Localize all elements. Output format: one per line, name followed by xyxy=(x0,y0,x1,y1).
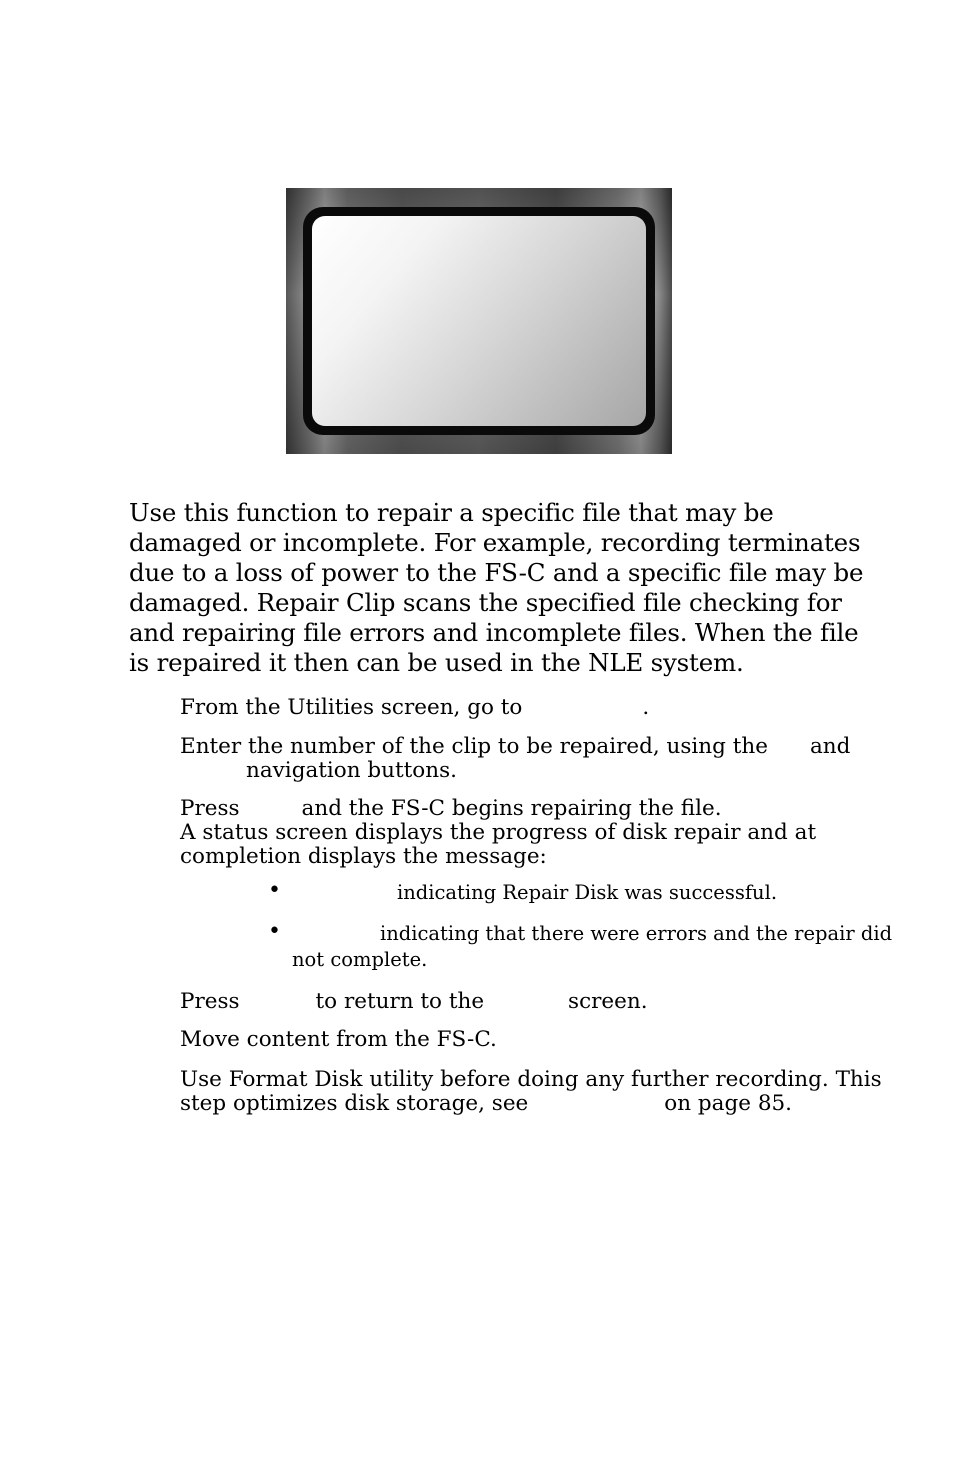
bullet-2-dot: • xyxy=(268,919,281,944)
step-4-end: screen. xyxy=(568,989,648,1014)
step-2-cont: navigation buttons. xyxy=(246,758,457,783)
step-3-press: Press xyxy=(180,796,240,821)
bullet-1-dot: • xyxy=(268,878,281,903)
step-2-and: and xyxy=(809,734,851,759)
step-4-press: Press xyxy=(180,989,240,1014)
lcd-frame xyxy=(303,207,655,435)
bullet-2-cont: not complete. xyxy=(292,948,428,971)
step-2 xyxy=(180,735,850,783)
step-6 xyxy=(180,1068,882,1116)
step-5-text: Move content from the FS-C. xyxy=(180,1027,497,1052)
lcd-display-illustration xyxy=(286,188,672,454)
step-6-page: on page 85. xyxy=(664,1091,793,1116)
step-5 xyxy=(180,1028,497,1052)
step-6-see: step optimizes disk storage, see xyxy=(180,1091,529,1116)
step-4 xyxy=(180,990,648,1014)
step-3-status: A status screen displays the progress of disk repair and at xyxy=(180,820,817,845)
step-1 xyxy=(180,696,649,720)
intro-paragraph: Use this function to repair a specific file that may be damaged or incomplete. For example, recording terminates due to a loss of power to the FS-C and a specific file may be damaged. Repair Clip scans the specified file checking for and repairing file errors and incomplete files. When the file is repaired it then can be used in the NLE system. xyxy=(129,498,864,677)
step-1-end: . xyxy=(642,695,650,720)
step-3 xyxy=(180,797,816,869)
step-6-text: Use Format Disk utility before doing any further recording. This xyxy=(180,1067,882,1092)
step-3-text: and the FS-C begins repairing the file. xyxy=(301,796,722,821)
step-1-text: From the Utilities screen, go to xyxy=(180,695,523,720)
lcd-screen xyxy=(312,216,646,426)
bullet-2-text: indicating that there were errors and the repair did xyxy=(380,922,893,945)
step-4-text: to return to the xyxy=(315,989,485,1014)
step-2-text: Enter the number of the clip to be repaired, using the xyxy=(180,734,768,759)
bullet-1-text: indicating Repair Disk was successful. xyxy=(397,881,778,904)
step-3-completion: completion displays the message: xyxy=(180,844,547,869)
